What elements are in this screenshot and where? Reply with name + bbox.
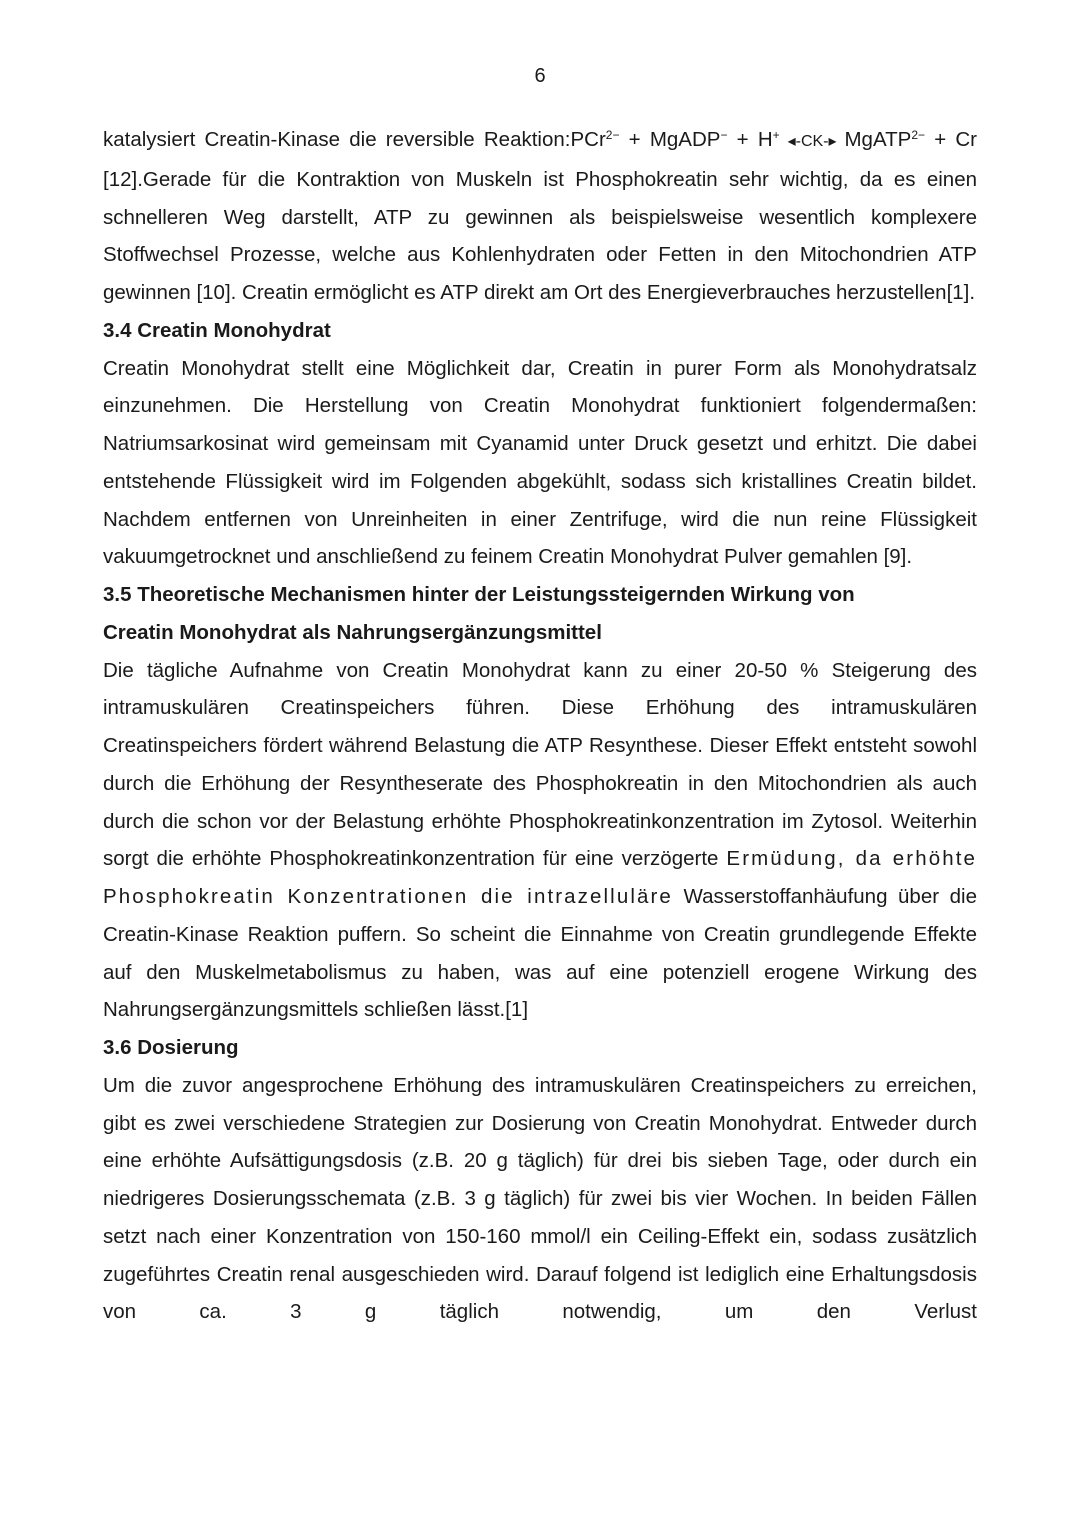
section-heading-3-6: 3.6 Dosierung <box>103 1036 239 1059</box>
page-content <box>103 121 977 1331</box>
intro-text-mgadp: + MgADP <box>619 128 721 151</box>
intro-paragraph <box>103 121 977 312</box>
section-paragraph-3-4: Creatin Monohydrat stellt eine Möglichkeit dar, Creatin in purer Form als Monohydratsalz einzunehmen. Die Herstellung von Creatin Monohydrat funktioniert folgendermaßen: Natriumsarkosinat wird gemeinsam mit Cyanamid unter Druck gesetzt und erhitzt. Die dabei entstehende Flüssigkeit wird im Folgenden abgekühlt, sodass sich kristallines Creatin bildet. Nachdem entfernen von Unreinheiten in einer Zentrifuge, wird die nun reine Flüssigkeit vakuumgetrocknet und anschließend zu feinem Creatin Monohydrat Pulver gemahlen [9]. <box>103 356 977 569</box>
section-heading-3-5-line-1: 3.5 Theoretische Mechanismen hinter der Leistungssteigernden Wirkung von <box>103 583 855 606</box>
section-3-5-text-c: Wasserstoffanhäufung über die Creatin-Kinase Reaktion puffern. So scheint die Einnahme von Creatin grundlegende Effekte auf den Muskelmetabolismus zu haben, was auf eine potenziell erogene Wirkung des Nahrungsergänzungsmittels schließen lässt.[1] <box>103 885 977 1022</box>
atp-charge: 2− <box>911 128 925 142</box>
h-charge: + <box>772 128 780 142</box>
intro-text-rest: + Cr [12].Gerade für die Kontraktion von Muskeln ist Phosphokreatin sehr wichtig, da es einen schnelleren Weg darstellt, ATP zu gewinnen als beispielsweise wesentlich komplexere Stoffwechsel Prozesse, welche aus Kohlenhydraten oder Fetten in den Mitochondrien ATP gewinnen [10]. Creatin ermöglicht es ATP direkt am Ort des Energieverbrauches herzustellen[1]. <box>103 128 977 304</box>
section-heading-3-4: 3.4 Creatin Monohydrat <box>103 318 331 342</box>
section-paragraph-3-6: Um die zuvor angesprochene Erhöhung des intramuskulären Creatinspeichers zu erreichen, gibt es zwei verschiedene Strategien zur Dosierung von Creatin Monohydrat. Entweder durch eine erhöhte Aufsättigungsdosis (z.B. 20 g täglich) für drei bis sieben Tage, oder durch ein niedrigeres Dosierungsschemata (z.B. 3 g täglich) für zwei bis vier Wochen. In beiden Fällen setzt nach einer Konzentration von 150-160 mmol/l ein Ceiling-Effekt ein, sodass zusätzlich zugeführtes Creatin renal ausgeschieden wird. Darauf folgend ist lediglich eine Erhaltungsdosis von ca. 3 g täglich notwendig, um den Verlust <box>103 1073 977 1324</box>
pcr-charge: 2− <box>605 128 620 142</box>
intro-text-h: + H <box>727 128 773 151</box>
reaction-arrow: ◂-CK-▸ <box>779 133 845 150</box>
intro-text-mgatp: MgATP <box>844 128 912 151</box>
section-3-5-text-b: Ermüdung, da erhöhte Phosphokreatin Konzentrationen die intrazelluläre <box>103 847 977 908</box>
section-paragraph-3-5 <box>103 652 977 1030</box>
section-heading-3-5-line-2: Creatin Monohydrat als Nahrungsergänzungsmittel <box>103 620 602 644</box>
section-3-5-text-a: Die tägliche Aufnahme von Creatin Monohydrat kann zu einer 20-50 % Steigerung des intramuskulären Creatinspeichers führen. Diese Erhöhung des intramuskulären Creatinspeichers fördert während Belastung die ATP Resynthese. Dieser Effekt entsteht sowohl durch die Erhöhung der Resyntheserate des Phosphokreatin in den Mitochondrien als auch durch die schon vor der Belastung erhöhte Phosphokreatinkonzentration im Zytosol. Weiterhin sorgt die erhöhte Phosphokreatinkonzentration für eine verzögerte <box>103 658 977 871</box>
intro-text-start: katalysiert Creatin-Kinase die reversible Reaktion:PCr <box>103 128 606 151</box>
section-heading-3-5 <box>103 576 977 652</box>
adp-charge: − <box>720 128 728 142</box>
page-number: 6 <box>534 65 546 87</box>
